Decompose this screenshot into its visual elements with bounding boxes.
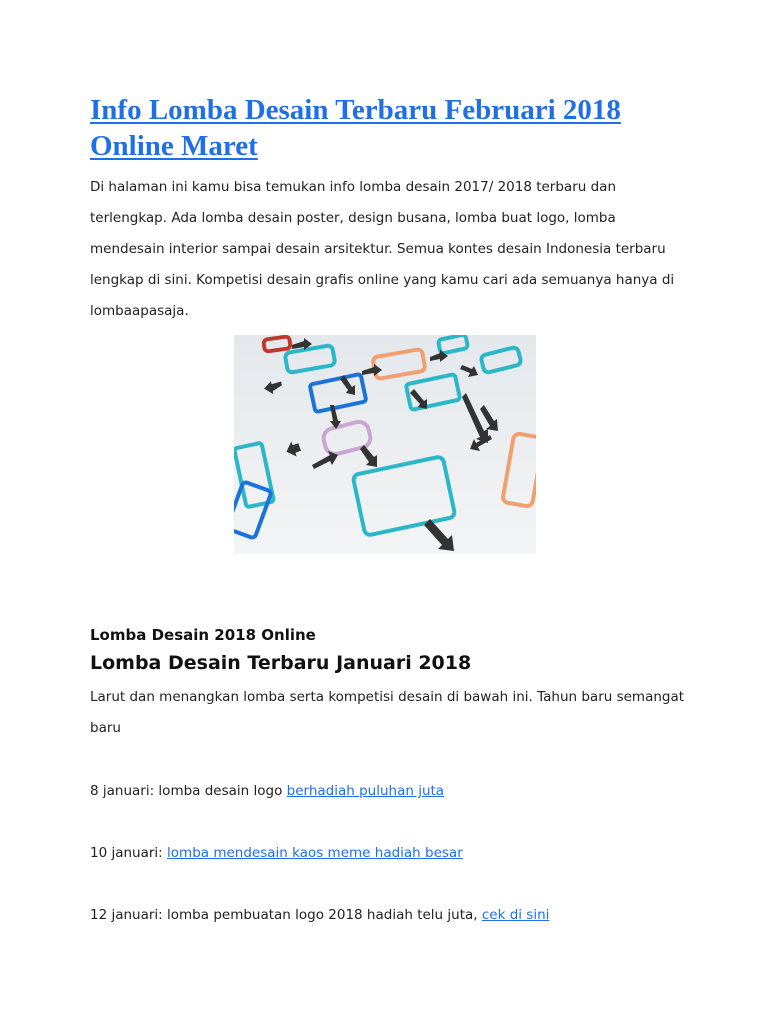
section-subheading: Lomba Desain 2018 Online (90, 626, 316, 644)
entry-link[interactable]: berhadiah puluhan juta (286, 783, 445, 799)
entry-text: 10 januari: (90, 845, 168, 861)
entry-link[interactable]: cek di sini (481, 907, 550, 923)
list-item (90, 900, 710, 931)
article-title[interactable]: Info Lomba Desain Terbaru Februari 2018 Online Maret (90, 94, 621, 162)
section-heading: Lomba Desain Terbaru Januari 2018 (90, 652, 472, 674)
entry-link[interactable]: lomba mendesain kaos meme hadiah besar (167, 845, 463, 861)
list-item (90, 776, 710, 807)
section-paragraph: Larut dan menangkan lomba serta kompetisi desain di bawah ini. Tahun baru semangat baru (90, 689, 685, 736)
flowchart-illustration (234, 335, 536, 554)
entry-text: 8 januari: lomba desain logo (90, 783, 287, 799)
list-item (90, 838, 710, 869)
entry-text: 12 januari: lomba pembuatan logo 2018 hadiah telu juta, (90, 907, 482, 923)
intro-paragraph: Di halaman ini kamu bisa temukan info lomba desain 2017/ 2018 terbaru dan terlengkap. Ada lomba desain poster, design busana, lomba buat logo, lomba mendesain interior sampai desain arsitektur. Semua kontes desain Indonesia terbaru lengkap di sini. Kompetisi desain grafis online yang kamu cari ada semuanya hanya di lombaapasaja. (90, 179, 675, 319)
